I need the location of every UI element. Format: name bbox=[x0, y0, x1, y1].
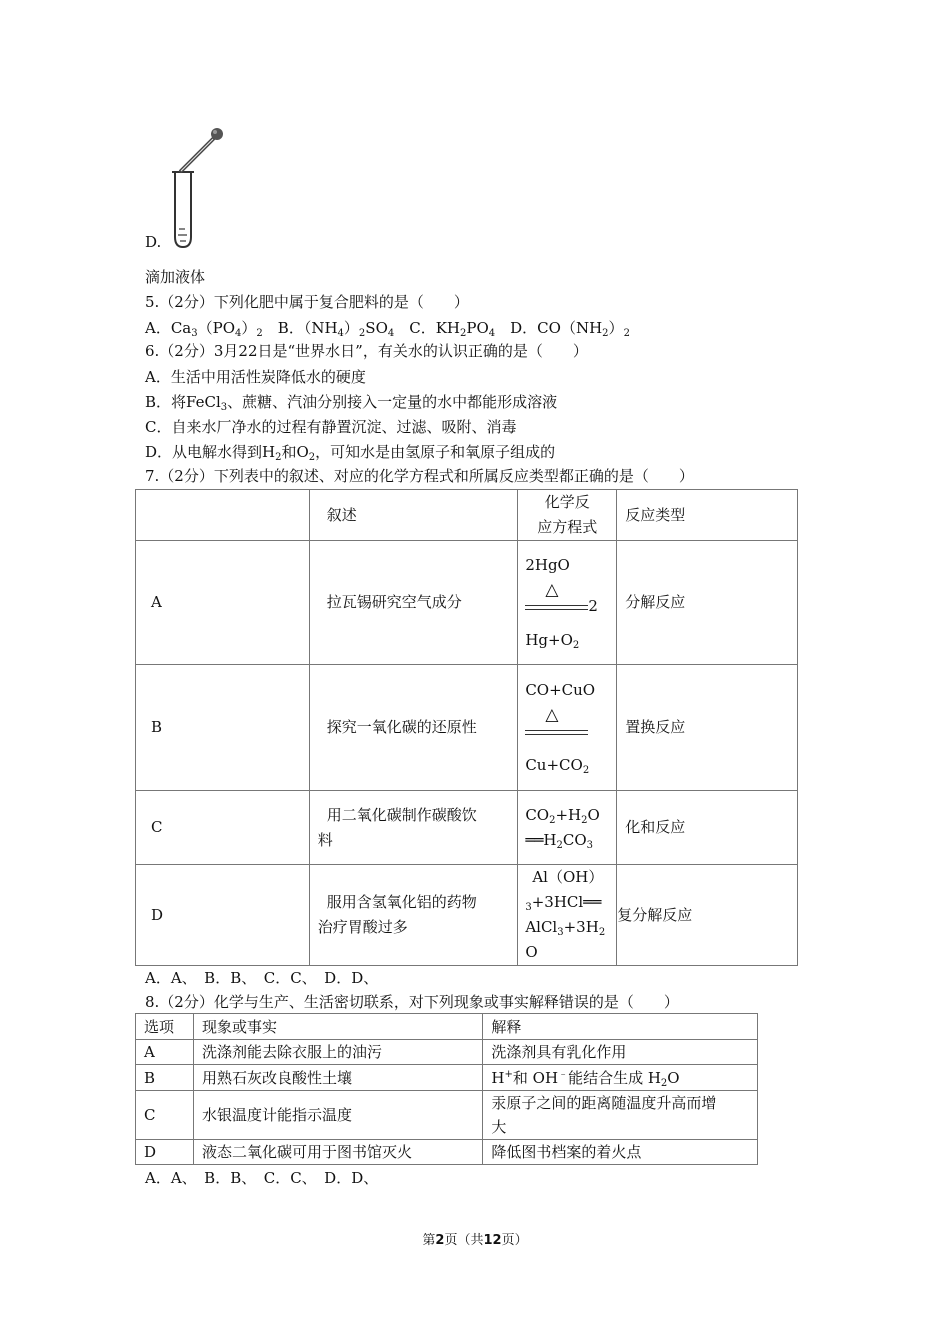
q8-row-option: B bbox=[136, 1065, 194, 1091]
q8-row-fact: 用熟石灰改良酸性土壤 bbox=[193, 1065, 482, 1091]
table-row bbox=[136, 865, 798, 966]
q8-row-fact: 洗涤剂能去除衣服上的油污 bbox=[193, 1040, 482, 1065]
q8-row-explain: H+和 OH﹣能结合生成 $H_2O$ bbox=[483, 1065, 758, 1091]
q8-header-fact: 现象或事实 bbox=[193, 1014, 482, 1040]
q7-row-type: 化和反应 bbox=[617, 791, 798, 865]
q7-row-label: B bbox=[136, 665, 310, 791]
q7-row-label: D bbox=[136, 865, 310, 966]
q6-option-a: A．生活中用活性炭降低水的硬度 bbox=[145, 368, 366, 386]
q7-row-narrative: 探究一氧化碳的还原性 bbox=[309, 665, 518, 791]
q7-header-type: 反应类型 bbox=[617, 490, 798, 541]
q7-header-equation: 化学反 应方程式 bbox=[518, 490, 617, 541]
q7-answer-options: A．A、 B．B、 C．C、 D．D、 bbox=[145, 969, 379, 987]
q7-row-label: C bbox=[136, 791, 310, 865]
q6-option-c: C．自来水厂净水的过程有静置沉淀、过滤、吸附、消毒 bbox=[145, 418, 517, 436]
q7-header-narrative: 叙述 bbox=[309, 490, 518, 541]
q7-row-narrative: 用二氧化碳制作碳酸饮 料 bbox=[309, 791, 518, 865]
page-footer: 第2页（共12页） bbox=[422, 1233, 528, 1248]
q7-row-type: 置换反应 bbox=[617, 665, 798, 791]
q7-stem: 7.（2分）下列表中的叙述、对应的化学方程式和所属反应类型都正确的是（ ） bbox=[145, 467, 694, 485]
q5-options: A．$Ca_3(PO_4)_2$ B．$(NH_4)_2SO_4$ C．$KH_2PO_4$ D．$CO(NH_2)_2$ bbox=[145, 319, 630, 339]
q8-row-fact: 水银温度计能指示温度 bbox=[193, 1091, 482, 1140]
q7-row-equation: Al（OH） $_3$+3HCl══ $AlCl_3+3H_2$ O bbox=[518, 865, 617, 966]
q8-row-option: D bbox=[136, 1140, 194, 1165]
q8-table bbox=[135, 1013, 758, 1165]
q8-header-row bbox=[136, 1014, 758, 1040]
q8-row-option: C bbox=[136, 1091, 194, 1140]
q4-option-d-letter: D. bbox=[145, 233, 162, 251]
q6-option-d: D．从电解水得到$H_2$和$O_2$，可知水是由氢原子和氧原子组成的 bbox=[145, 443, 556, 463]
page-total: 12 bbox=[483, 1233, 502, 1248]
table-row bbox=[136, 665, 798, 791]
q8-row-explain: 洗涤剂具有乳化作用 bbox=[483, 1040, 758, 1065]
page-number: 2 bbox=[435, 1233, 445, 1248]
q8-stem: 8.（2分）化学与生产、生活密切联系，对下列现象或事实解释错误的是（ ） bbox=[145, 993, 679, 1011]
table-row bbox=[136, 541, 798, 665]
table-row bbox=[136, 1040, 758, 1065]
table-row bbox=[136, 791, 798, 865]
q7-header-row bbox=[136, 490, 798, 541]
q8-header-option: 选项 bbox=[136, 1014, 194, 1040]
q8-row-fact: 液态二氧化碳可用于图书馆灭火 bbox=[193, 1140, 482, 1165]
dropper-test-tube-illustration bbox=[165, 125, 235, 250]
q7-row-equation: CO+CuO △ $Cu+CO_2$ bbox=[518, 665, 617, 791]
q8-row-option: A bbox=[136, 1040, 194, 1065]
q6-stem: 6.（2分）3月22日是“世界水日”，有关水的认识正确的是（ ） bbox=[145, 342, 588, 360]
q7-header-blank bbox=[136, 490, 310, 541]
q6-option-b: B．将FeCl$_3$、蔗糖、汽油分别接入一定量的水中都能形成溶液 bbox=[145, 393, 558, 413]
q7-row-equation: 2HgO △ 2 $Hg+O_2$ bbox=[518, 541, 617, 665]
q7-table bbox=[135, 489, 798, 966]
q8-row-explain: 降低图书档案的着火点 bbox=[483, 1140, 758, 1165]
q8-header-explain: 解释 bbox=[483, 1014, 758, 1040]
q5-stem: 5.（2分）下列化肥中属于复合肥料的是（ ） bbox=[145, 293, 469, 311]
q8-row-explain: 汞原子之间的距离随温度升高而增 大 bbox=[483, 1091, 758, 1140]
table-row bbox=[136, 1091, 758, 1140]
q4-caption: 滴加液体 bbox=[145, 268, 206, 286]
q7-row-type: 复分解反应 bbox=[617, 865, 798, 966]
q7-row-type: 分解反应 bbox=[617, 541, 798, 665]
table-row bbox=[136, 1065, 758, 1091]
q8-answer-options: A．A、 B．B、 C．C、 D．D、 bbox=[145, 1169, 379, 1187]
q7-row-narrative: 服用含氢氧化铝的药物 治疗胃酸过多 bbox=[309, 865, 518, 966]
q7-row-narrative: 拉瓦锡研究空气成分 bbox=[309, 541, 518, 665]
q7-row-equation: $CO_2+H_2O$ $══H_2CO_3$ bbox=[518, 791, 617, 865]
q7-row-label: A bbox=[136, 541, 310, 665]
table-row bbox=[136, 1140, 758, 1165]
